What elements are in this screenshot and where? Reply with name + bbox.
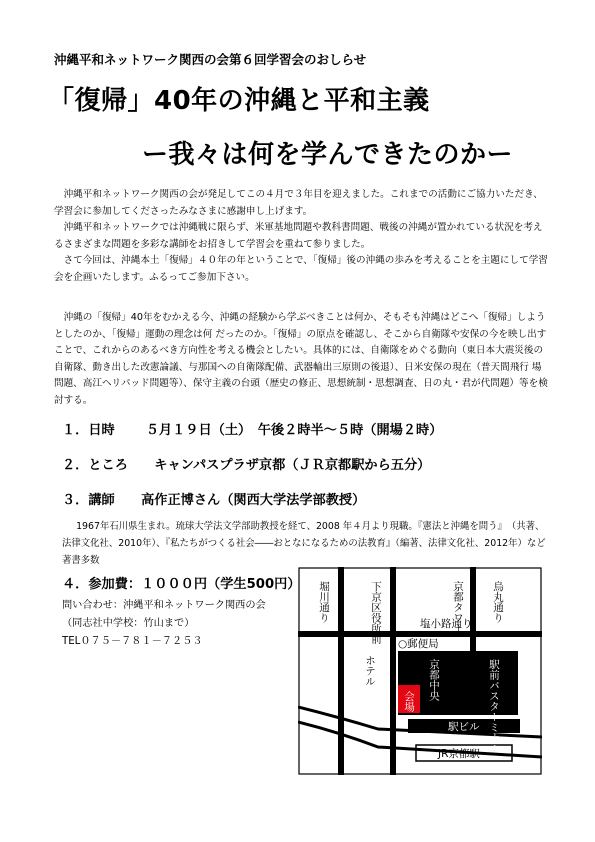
map-label-venue: 会場 [403, 691, 415, 712]
page-title: 「復帰」40年の沖縄と平和主義 [48, 86, 430, 116]
contact-line: （同志社中学校：竹山まで） [62, 618, 195, 629]
section-date: １．日時 ５月１９日（土） 午後２時半～５時（開場２時） [62, 423, 443, 438]
event-kicker: 沖縄平和ネットワーク関西の会第６回学習会のおしらせ [54, 52, 367, 67]
map-label-jr-station: JR京都駅 [438, 748, 480, 760]
map-label-post: ○郵便局 [398, 638, 439, 650]
map-label-shimogyo-block: 京都中央 [428, 659, 440, 701]
map-label-shiokoji: 塩小路通り [420, 618, 473, 630]
theme-text [54, 310, 548, 409]
intro-paragraph: さて今回は、沖縄本土「復帰」４０年の年ということで、「復帰」後の沖縄の歩みを考えることを主題にして学習会を企画いたします。ふるってご参加下さい。 [54, 255, 548, 283]
map-label-shimogyo: 下京区役所前 [370, 581, 382, 644]
map-street-horikawa [338, 567, 344, 775]
map-street-shimogyo [390, 567, 396, 775]
map-street-shiokoji [298, 631, 542, 637]
map-label-bus-terminal: 駅前バスターミナル [488, 659, 500, 754]
intro-paragraph: 沖縄平和ネットワークでは沖縄戦に限らず、米軍基地問題や教科書問題、戦後の沖縄が置かれている状況を考えるさまざまな問題を多彩な講師をお招きして学習会を重ねて参りました。 [54, 222, 543, 250]
section-fee: ４．参加費：１０００円（学生500円） [62, 577, 301, 592]
map-label-horikawa: 堀川通り [318, 581, 330, 623]
page-subtitle: ー我々は何を学んできたのかー [142, 140, 514, 170]
section-speaker: ３．講師 高作正博さん（関西大学法学部教授） [62, 493, 366, 508]
intro-paragraph: 沖縄平和ネットワーク関西の会が発足してこの４月で３年目を迎えました。これまでの活動にご協力いただき、学習会に参加してくださったみなさまに感謝申し上げます。 [54, 189, 543, 217]
contact-phone: TEL０７５－７８１－７２５３ [62, 636, 203, 647]
theme-paragraph: 沖縄の「復帰」40年をむかえる今、沖縄の経験から学ぶべきことは何か、そもそも沖縄はどこへ「復帰」しようとしたのか、「復帰」運動の理念は何 だったのか。「復帰」の原点を確認し、そこから自衛隊や安保の今を映し出すことで、これからのあるべき方向性を考える機会としたい。具体的には、自衛隊をめぐる動向（東日本大震災後の自衛隊、動き出した改憲論議、与那国への自衛隊配備、武器輸出三原則の後退）、日米安保の現在（普天間飛行 場問題、高江ヘリパッド問題等）、保守主義の台頭（歴史の修正、思想統制・思想調査、日の丸・君が代問題）等を検討する。 [54, 312, 548, 406]
speaker-bio-text: 1967年石川県生まれ。琉球大学法文学部助教授を経て、2008 年４月より現職。『憲法と沖縄を問う』 （共著、法律文化社、2010年）、『私たちがつくる社会――おとなになるための法教育』（編著、法律文化社、2012年）など著書多数 [62, 521, 546, 566]
map-street-karasuma [470, 567, 476, 653]
speaker-bio [62, 518, 548, 569]
intro-text [54, 187, 548, 286]
access-map [298, 567, 542, 775]
section-place: ２．ところ キャンパスプラザ京都（ＪＲ京都駅から五分） [62, 458, 431, 473]
map-label-station-building: 駅ビル [448, 721, 480, 733]
map-label-hotel: ホテル [364, 655, 376, 687]
contact-info [62, 597, 266, 651]
map-label-kyotatower: 京都タワー [452, 581, 464, 634]
contact-line: 問い合わせ：沖縄平和ネットワーク関西の会 [62, 600, 266, 611]
map-label-karasuma: 烏丸通り [492, 581, 504, 623]
